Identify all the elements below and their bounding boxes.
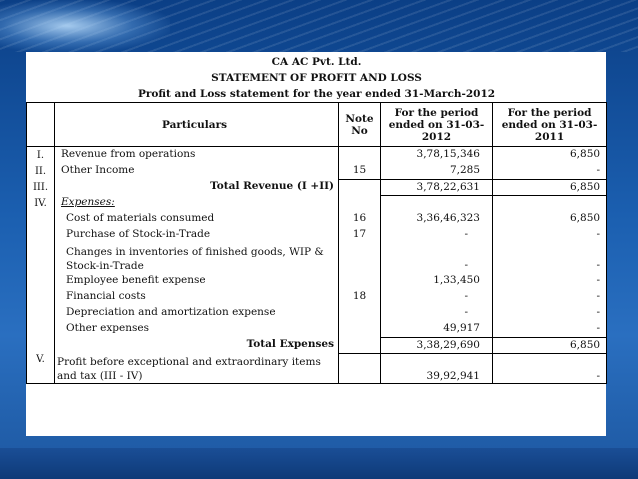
expenses-heading: Expenses: [61,196,115,208]
table-row: I. Revenue from operations 3,78,15,346 6,850 [27,147,607,164]
company-name: CA AC Pvt. Ltd. [271,56,362,68]
table-row: Employee benefit expense 1,33,450 - [27,273,607,289]
note-header: Note No [339,103,381,147]
num-column-header [27,103,55,147]
period2-header: For the period ended on 31-03-2011 [493,103,607,147]
table-row-profit-before-tax: V. Profit before exceptional and extraordinary items and tax (III - IV) 39,92,941 - [27,353,607,384]
table-row: IV. Expenses: [27,195,607,211]
period1-header: For the period ended on 31-03-2012 [381,103,493,147]
statement-title: STATEMENT OF PROFIT AND LOSS [211,72,422,84]
statement-subtitle: Profit and Loss statement for the year ended 31-March-2012 [137,88,496,100]
header-glow-decoration [0,0,170,52]
table-row-total-revenue: III. Total Revenue (I +II) 3,78,22,631 6,850 [27,179,607,195]
particulars-header: Particulars [55,103,339,147]
table-row: Cost of materials consumed 16 3,36,46,323 6,850 [27,211,607,227]
table-row: II. Other Income 15 7,285 - [27,163,607,179]
table-row: Changes in inventories of finished goods, WIP & Stock-in-Trade - - [27,243,607,273]
profit-loss-table [26,52,607,384]
table-row-total-expenses: Total Expenses 3,38,29,690 6,850 [27,337,607,353]
bottom-bar-decoration [0,448,638,479]
table-row: Financial costs 18 - - [27,289,607,305]
slide-content [26,52,606,436]
table-row: Depreciation and amortization expense - - [27,305,607,321]
table-row: Purchase of Stock-in-Trade 17 - - [27,227,607,243]
table-row: Other expenses 49,917 - [27,321,607,337]
